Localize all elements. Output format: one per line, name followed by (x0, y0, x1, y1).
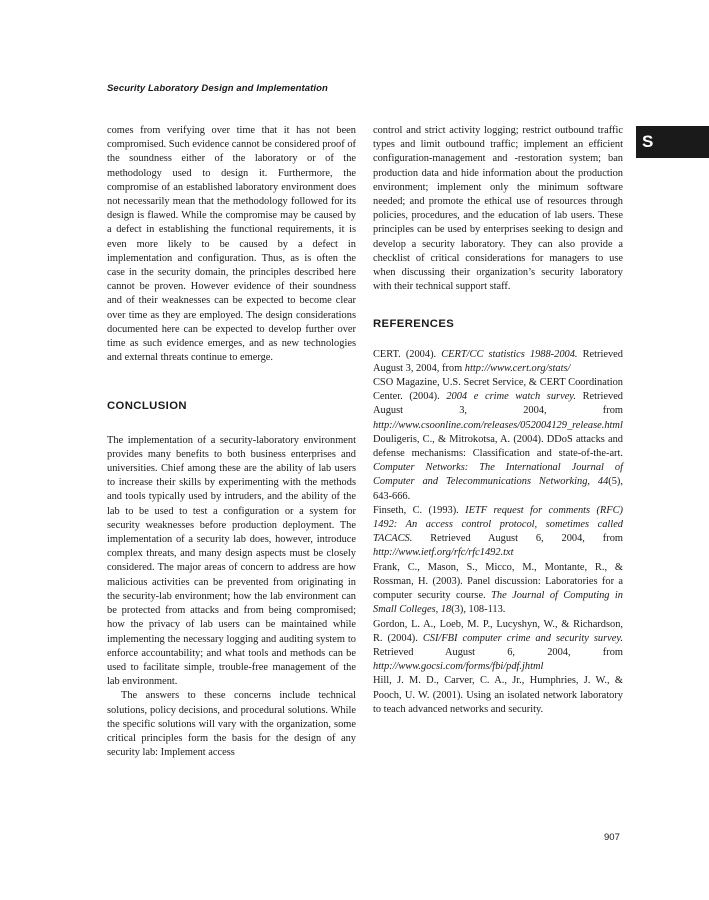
ref-text: Retrieved August 3, 2004, from (373, 348, 623, 374)
ref-text: Gordon, L. A., Loeb, M. P., Lucyshyn, W., & Richardson, R. (2004). (373, 618, 623, 644)
right-column (373, 124, 623, 717)
reference-entry (373, 504, 623, 561)
reference-entry (373, 376, 623, 433)
references-heading: REFERENCES (373, 318, 455, 331)
ref-text: Finseth, C. (1993). (373, 504, 466, 516)
ref-text: Retrieved August 6, 2004, from (373, 646, 623, 658)
body-paragraph: The implementation of a security-laboratory environment provides many benefits to both business enterprises and universities. Chief among these are the ability of lab users to increase their skills by experimenting with the methods and tools typically used by intruders, and the ability of the lab to be used to test a configuration or a system for security weaknesses before production deployment. The implementation of a security lab does, however, introduce complex threats, and many design aspects must be closely considered. The major areas of concern to address are how malicious activities can be prevented from originating in the security-lab environment; how the lab environment can be protected from attacks and from being compromised; how the privacy of lab users can be maintained while implementing the necessary logging and auditing system to enforce accountability; and what tools and methods can be used to facilitate simple, trouble-free management of the lab environment. (107, 434, 356, 688)
reference-entry (373, 561, 623, 618)
ref-title: CERT/CC statistics 1988-2004. (441, 348, 578, 360)
page-number: 907 (604, 832, 620, 843)
body-paragraph: The answers to these concerns include technical solutions, policy decisions, and procedural solutions. While the specific solutions will vary with the organization, some critical principles form the basis for the design of any security lab: Implement access (107, 690, 356, 759)
ref-title: 2004 e crime watch survey. (446, 391, 576, 403)
ref-text: Retrieved August 6, 2004, from (412, 533, 623, 545)
left-column (107, 124, 356, 760)
running-head: Security Laboratory Design and Implementation (107, 83, 328, 94)
ref-url: http://www.cert.org/stats/ (464, 362, 571, 374)
ref-title: CSI/FBI computer crime and security survey. (422, 632, 624, 644)
ref-text: CSO Magazine, U.S. Secret Service, & CERT Coordination Center. (2004). (373, 377, 623, 403)
ref-text: Douligeris, C., & Mitrokotsa, A. (2004). DDoS attacks and defense mechanisms: Classification and state-of-the-art. (373, 433, 623, 460)
reference-entry (373, 348, 623, 376)
body-paragraph: control and strict activity logging; restrict outbound traffic types and limit outbound traffic; implement an efficient configuration-management and -restoration system; ban production data and hide information about the production environment; implement only the minimum software needed; and promote the ethical use of resources through policies, procedures, and the education of lab users. These principles can be used by enterprises seeking to design and develop a security laboratory. They can also provide a checklist of critical considerations for managers to use when discussing their organization’s security laboratory with their technical support staff. (373, 125, 623, 293)
conclusion-heading: CONCLUSION (107, 400, 187, 413)
ref-title: Computer Networks: The International Journal of Computer and Telecommunications Networking, 44 (373, 462, 623, 488)
ref-text: (5), 643-666. (373, 476, 623, 502)
section-tab: S (636, 126, 709, 158)
ref-text: CERT. (2004). (373, 348, 442, 360)
ref-url: http://www.ietf.org/rfc/rfc1492.txt (373, 547, 514, 559)
ref-title: IETF request for comments (RFC) 1492: An access control protocol, sometimes called TACACS. (373, 504, 623, 545)
ref-text: Frank, C., Mason, S., Micco, M., Montante, R., & Rossman, H. (2003). Panel discussion: Laboratories for a computer security course. (373, 561, 623, 602)
ref-url: http://www.gocsi.com/forms/fbi/pdf.jhtml (373, 661, 544, 673)
reference-entry (373, 618, 623, 675)
reference-entry (373, 674, 623, 717)
reference-entry (373, 433, 623, 504)
ref-title: The Journal of Computing in Small Colleges, 18 (373, 590, 624, 616)
ref-text: Retrieved August 3, 2004, from (373, 391, 623, 417)
body-paragraph: comes from verifying over time that it has not been compromised. Such evidence cannot be considered proof of the soundness either of the laboratory or of the methodology used to design it. Furthermore, the compromise of an established laboratory environment does not necessarily mean that the methodology followed for its design is flawed. While the compromise may be caused by a defect in establishing the functional requirements, it is even more likely to be caused by a defect in implementation and configuration. Thus, as is often the case in the security domain, the principles described here cannot be proven. However evidence of their soundness and of their weaknesses can be expected to become clear over time as they are employed. The design considerations documented here can be expected to develop further over time as such evidence emerges, and as new technologies and external threats continue to emerge. (107, 125, 356, 364)
ref-url: http://www.csoonline.com/releases/052004129_release.html (373, 419, 623, 431)
ref-text: (3), 108-113. (451, 604, 506, 616)
ref-text: Hill, J. M. D., Carver, C. A., Jr., Humphries, J. W., & Pooch, U. W. (2001). Using an isolated network laboratory to teach advanced networks and security. (373, 675, 623, 715)
